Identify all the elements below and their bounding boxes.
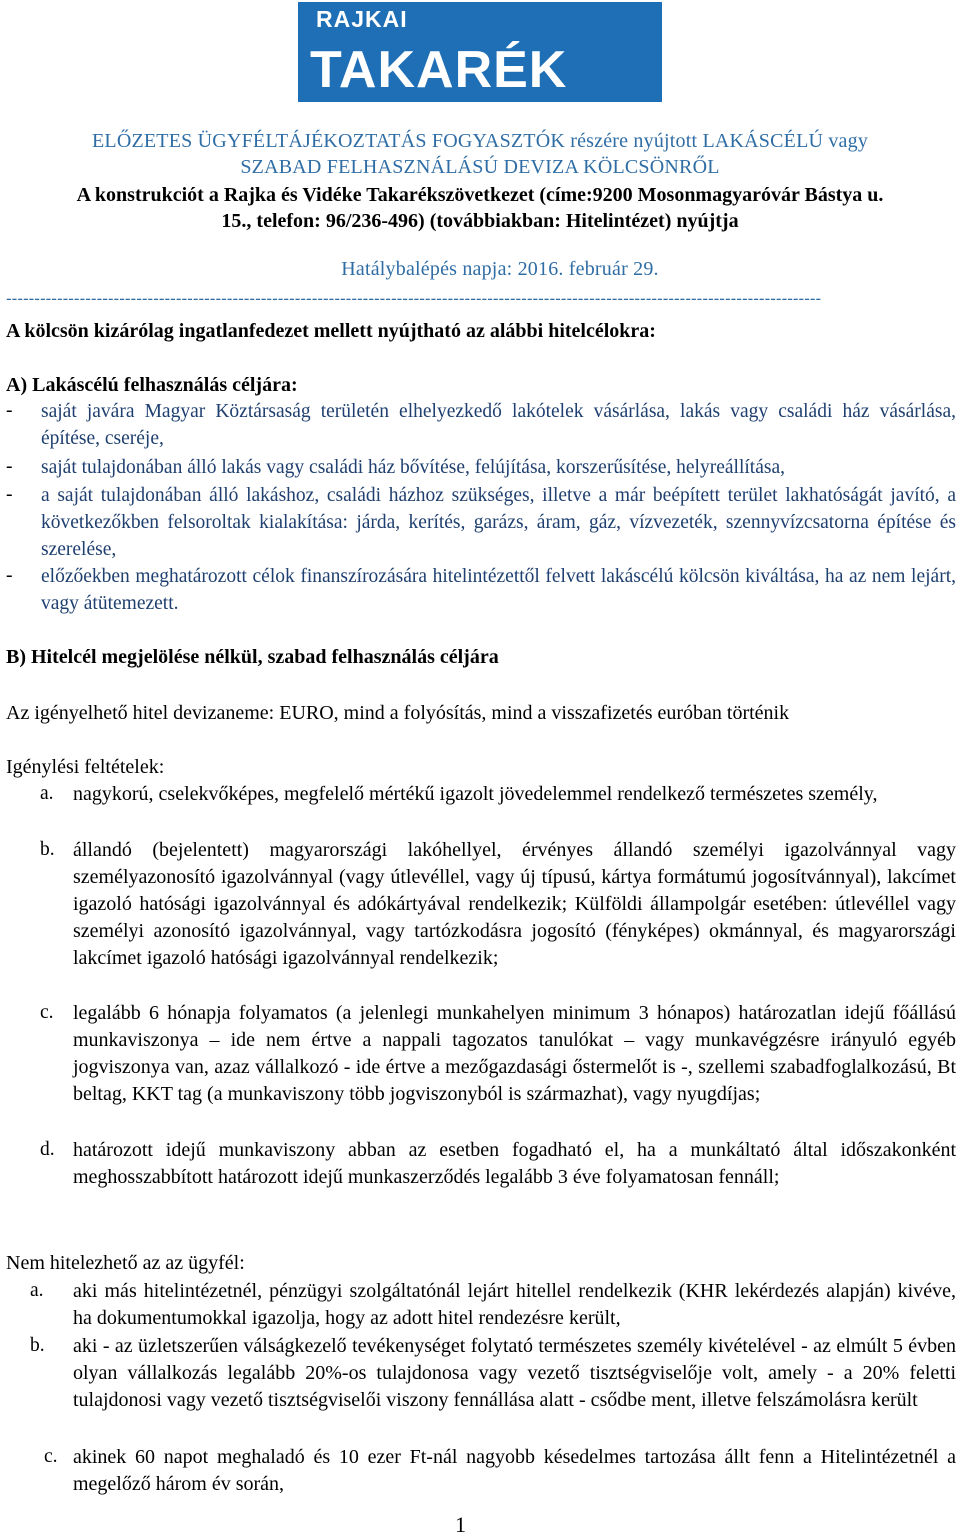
list-item: aki más hitelintézetnél, pénzügyi szolgáltatónál lejárt hitellel rendelkezik (KHR lekérdezés alapján) kivéve, ha dokumentumokkal igazolja, hogy az adott hitel rendezésre került, (73, 1280, 956, 1329)
bank-logo (298, 2, 662, 102)
list-item: előzőekben meghatározott célok finanszírozására hitelintézettől felvett lakáscélú kölcsön kiváltása, ha az nem lejárt, vagy átütemezett. (41, 566, 956, 614)
section-a-heading: A) Lakáscélú felhasználás céljára: (6, 374, 298, 396)
list-item: saját tulajdonában álló lakás vagy családi ház bővítése, felújítása, korszerűsítése, helyreállítása, (41, 457, 785, 478)
effective-date: Hatálybalépés napja: 2016. február 29. (341, 258, 659, 280)
list-marker: - (6, 484, 13, 505)
list-marker: b. (40, 839, 55, 860)
list-marker: c. (44, 1446, 58, 1467)
list-item: nagykorú, cselekvőképes, megfelelő mértékű igazolt jövedelemmel rendelkező természetes személy, (73, 783, 878, 805)
list-marker: - (6, 400, 13, 421)
provider-line-2: 15., telefon: 96/236-496) (továbbiakban: Hitelintézet) nyújtja (221, 210, 739, 232)
list-item: határozott idejű munkaviszony abban az esetben fogadható el, ha a munkáltató által időszakonként meghosszabbított határozott idejű munkaszerződés legalább 3 éve folyamatosan fennáll; (73, 1139, 956, 1188)
list-marker: a. (30, 1280, 44, 1301)
list-marker: c. (40, 1002, 54, 1023)
section-b-heading: B) Hitelcél megjelölése nélkül, szabad felhasználás céljára (6, 646, 499, 668)
list-item: saját javára Magyar Köztársaság területén elhelyezkedő lakótelek vásárlása, lakás vagy családi ház vásárlása, építése, cseréje, (41, 401, 956, 449)
list-marker: a. (40, 783, 54, 804)
page-number: 1 (455, 1512, 466, 1537)
list-item: aki - az üzletszerűen válságkezelő tevékenységet folytató természetes személy kivételével - az elmúlt 5 évben olyan vállalkozás legalább 20%-os tulajdonosa vagy vezető tisztségviselője volt, amely - a 20% feletti tulajdonosi vagy vezető tisztségviselői viszony fennállása alatt - csődbe ment, illetve felszámolásra került (73, 1335, 956, 1411)
title-line-1: ELŐZETES ÜGYFÉLTÁJÉKOZTATÁS FOGYASZTÓK részére nyújtott LAKÁSCÉLÚ vagy (91, 130, 869, 152)
title-line-2: SZABAD FELHASZNÁLÁSÚ DEVIZA KÖLCSÖNRŐL (240, 156, 720, 178)
list-item: állandó (bejelentett) magyarországi lakóhellyel, érvényes állandó személyi igazolvánnyal vagy személyazonosító igazolvánnyal (vagy útlevéllel, vagy új típusú, kártya formátumú jogosítvánnyal), lakcímet igazoló hatósági igazolvánnyal és adókártyával rendelkezik; Külföldi állampolgár esetében: útlevéllel vagy személyi azonosító igazolvánnyal, vagy tartózkodásra jogosító (fényképes) okmánnyal, és magyarországi lakcímet igazoló hatósági igazolvánnyal rendelkezik; (73, 839, 956, 969)
list-item: legalább 6 hónapja folyamatos (a jelenlegi munkahelyen minimum 3 hónapos) határozatlan idejű főállású munkaviszonya – ide nem értve a nappali tagozatos tanulókat – vagy munkavégzésre irányuló egyéb jogviszonya van, azaz vállalkozó - ide értve a mezőgazdasági őstermelőt is -, szellemi szabadfoglalkozású, Bt beltag, KKT tag (a munkaviszony több jogviszonyból is származhat), vagy nyugdíjas; (73, 1002, 956, 1105)
logo-line-1: RAJKAI (316, 6, 408, 32)
logo-line-2: TAKARÉK (310, 41, 568, 99)
conditions-heading: Igénylési feltételek: (6, 756, 165, 778)
list-marker: d. (40, 1139, 55, 1160)
list-marker: - (6, 456, 13, 477)
currency-sentence: Az igényelhető hitel devizaneme: EURO, mind a folyósítás, mind a visszafizetés euróban történik (6, 702, 790, 724)
divider-line: ------------------------------------------------------------------------------------------------------------------------------------------------ (6, 289, 822, 305)
list-marker: b. (30, 1335, 45, 1356)
not-eligible-heading: Nem hitelezhető az az ügyfél: (6, 1252, 245, 1274)
list-marker: - (6, 565, 13, 586)
provider-line-1: A konstrukciót a Rajka és Vidéke Takarékszövetkezet (címe:9200 Mosonmagyaróvár Bástya u. (76, 184, 884, 206)
list-item: akinek 60 napot meghaladó és 10 ezer Ft-nál nagyobb késedelmes tartozása állt fenn a Hitelintézetnél a megelőző három év során, (73, 1446, 956, 1495)
list-item: a saját tulajdonában álló lakáshoz, családi házhoz szükséges, illetve a már beépített terület lakhatóságát javító, a következőkben felsoroltak kialakítása: járda, kerítés, garázs, áram, gáz, vízvezeték, szennyvízcsatorna építése és szerelése, (41, 485, 956, 560)
intro-heading: A kölcsön kizárólag ingatlanfedezet mellett nyújtható az alábbi hitelcélokra: (6, 320, 656, 342)
